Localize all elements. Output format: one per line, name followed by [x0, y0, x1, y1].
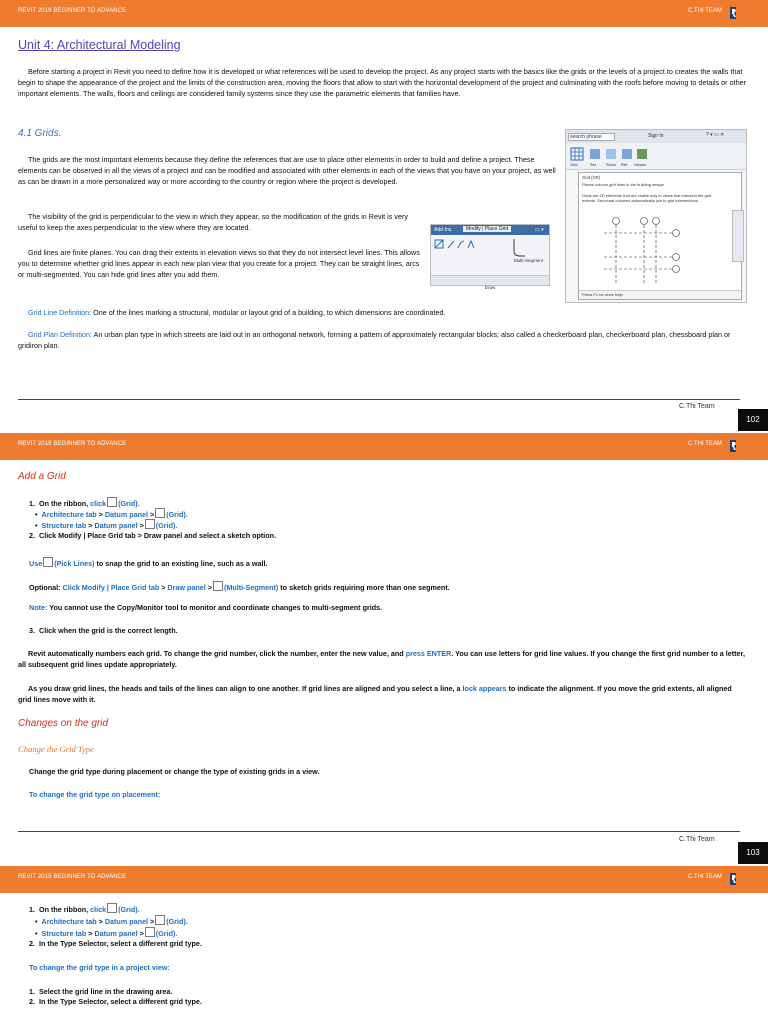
grid-diagram-icon	[604, 213, 694, 293]
draw-panel-link[interactable]: Draw panel	[167, 583, 206, 592]
step-text: In the Type Selector, select a different grid type.	[39, 939, 202, 948]
grid-icon	[145, 519, 155, 529]
logo-icon	[730, 873, 738, 885]
tooltip-card	[578, 172, 742, 300]
para-text: As you draw grid lines, the heads and tails of the lines can align to one another. If grid lines are aligned and you select a line, a	[28, 684, 463, 693]
multi-segment-label: Multi-Segment	[514, 258, 544, 263]
section-heading: 4.1 Grids.	[18, 128, 62, 139]
grid-link[interactable]: (Grid).	[166, 917, 188, 926]
datum-panel-link[interactable]: Datum panel	[94, 929, 138, 938]
ribbon-panel	[566, 143, 746, 170]
architecture-tab-link[interactable]: Architecture tab	[41, 510, 97, 519]
grid-icon	[107, 497, 117, 507]
para-text: . You can use letters for grid line values. If you change the first grid number to a letter, all subsequent grid lines update appropriately.	[18, 649, 745, 669]
visibility-paragraph: The visibility of the grid is perpendicular to the view in which they appear, so the modification of the grids in Revit is very useful to keep the axes perpendicular to the view where they are located.	[18, 212, 408, 232]
bullet-architecture: • Architecture tab > Datum panel > (Grid).	[35, 510, 188, 519]
header-team: C.THI TEAM	[688, 8, 722, 14]
grid-plan-definition	[18, 330, 746, 352]
tooltip-text-2: Grids are 2D elements that are visible only in views that intersect the grid extents. Structural columns automatically join to grid intersections.	[582, 193, 712, 203]
step-text: Click when the grid is the correct length.	[39, 626, 178, 635]
click-link[interactable]: click	[90, 499, 107, 508]
change-type-text: Change the grid type during placement or change the type of existing grids in a view.	[29, 767, 320, 776]
step-1: 1. On the ribbon, click (Grid).	[29, 905, 140, 914]
grid-tool-icons	[570, 147, 650, 161]
grid-link[interactable]: (Grid).	[118, 499, 140, 508]
align-paragraph	[18, 684, 746, 706]
grid-icon	[145, 927, 155, 937]
help-icon[interactable]: ? ▾ ▭ ✕	[706, 132, 725, 138]
tab-options-icon[interactable]: ▭ ▾	[535, 227, 544, 233]
step-text: In the Type Selector, select a different grid type.	[39, 997, 202, 1006]
logo-icon	[730, 7, 738, 19]
bullet-structure: • Structure tab > Datum panel > (Grid).	[35, 521, 178, 530]
grids-paragraph: The grids are the most important elements because they define the references that are use to place other elements in order to build and define a project. These elements can be observed in all the views of a project and can be modified and associated with other elements in each of the views that you have on your project, as well as can be drawn in a more personalized way or more according to the country or region where the project is developed.	[18, 155, 556, 186]
grid-link[interactable]: (Grid).	[118, 905, 140, 914]
page-header	[0, 866, 768, 893]
ribbon-tabs	[431, 225, 549, 235]
note	[29, 603, 382, 613]
step-2	[29, 531, 276, 541]
bullet-architecture: • Architecture tab > Datum panel > (Grid).	[35, 917, 188, 926]
datum-panel-link[interactable]: Datum panel	[104, 917, 148, 926]
grid-link[interactable]: (Grid).	[155, 521, 178, 530]
pick-lines-icon	[43, 557, 53, 567]
datum-panel-link[interactable]: Datum panel	[94, 521, 138, 530]
definition: An urban plan type in which streets are laid out in an orthogonal network, forming a pattern of approximately rectangular blocks; also called a checkerboard plan, checkerboard plan, chessboard plan or gridiron plan.	[18, 330, 731, 350]
structure-tab-link[interactable]: Structure tab	[41, 521, 87, 530]
optional-step: Optional: Click Modify | Place Grid tab > Draw panel > (Multi-Segment) to sketch grids requiring more than one segment.	[29, 583, 450, 592]
grid-link[interactable]: (Grid).	[155, 929, 178, 938]
press-enter-link[interactable]: press ENTER	[405, 649, 452, 658]
structure-tab-link[interactable]: Structure tab	[41, 929, 87, 938]
page-divider	[18, 831, 740, 832]
step-number: 3.	[29, 626, 35, 635]
auto-number-paragraph	[18, 649, 746, 671]
note-label: Note:	[29, 603, 48, 612]
grid-line-definition	[18, 308, 746, 319]
footer-team: C.Thi Team	[679, 403, 715, 410]
step-number: 1.	[29, 499, 35, 508]
modify-tab-link[interactable]: Click Modify | Place Grid tab	[62, 583, 160, 592]
grid-link[interactable]: (Grid).	[166, 510, 188, 519]
change-type-heading: Change the Grid Type	[18, 744, 94, 754]
page-header	[0, 433, 768, 460]
grid-icon	[107, 903, 117, 913]
view-step-1: 1. Select the grid line in the drawing area.	[29, 987, 173, 996]
page-header	[0, 0, 768, 27]
note-text: You cannot use the Copy/Monitor tool to monitor and coordinate changes to multi-segment grids.	[47, 603, 383, 612]
tab-ref[interactable]: Ref	[621, 162, 628, 167]
tab-add-ins[interactable]: Add-Ins	[434, 227, 452, 233]
project-view-subheading: To change the grid type in a project view:	[29, 963, 170, 972]
architecture-tab-link[interactable]: Architecture tab	[41, 917, 97, 926]
click-link[interactable]: click	[90, 905, 107, 914]
grid-icon	[155, 508, 165, 518]
search-input[interactable]: search phrase	[568, 133, 615, 141]
multi-segment-link[interactable]: (Multi-Segment)	[223, 583, 279, 592]
header-title: REVIT 2019 BEGINNER TO ADVANCE	[18, 874, 127, 880]
page-number: 103	[738, 842, 768, 864]
lock-appears-link[interactable]: lock appears	[462, 684, 507, 693]
pick-lines-tip	[29, 557, 267, 569]
tab-show[interactable]: Show	[606, 162, 617, 167]
intro-paragraph: Before starting a project in Revit you need to define how it is developed or what references will be used to develop the project. As any project starts with the basics like the grids or the levels of a project to creates the walls that begin to shape the appearance of the project and the limits of the construction area, moving the floors that allow to start with the horizontal development of the project and culminating with the roofs before moving to details or other important elements. The walls, floors and ceilings are considered family systems since they use the parametric elements that families have.	[18, 67, 746, 98]
add-grid-heading: Add a Grid	[18, 471, 66, 482]
help-hint: Press F1 for more help	[582, 292, 623, 297]
optional-text: to sketch grids requiring more than one segment.	[278, 583, 450, 592]
header-title: REVIT 2019 BEGINNER TO ADVANCE	[18, 441, 127, 447]
header-title: REVIT 2019 BEGINNER TO ADVANCE	[18, 8, 127, 14]
term: Grid Line Definition:	[28, 308, 92, 317]
header-team: C.THI TEAM	[688, 441, 722, 447]
multi-segment-icon	[213, 581, 223, 591]
tab-modify-place-grid[interactable]: Modify | Place Grid	[463, 226, 511, 232]
draw-panel-label: Draw	[484, 285, 496, 290]
view-step-2: 2. In the Type Selector, select a different grid type.	[29, 997, 202, 1006]
tooltip-text-1: Places column grid lines in the building design.	[582, 182, 665, 187]
page-number: 102	[738, 409, 768, 431]
changes-heading: Changes on the grid	[18, 718, 109, 729]
tab-viewer[interactable]: Viewer	[634, 162, 647, 167]
datum-panel-link[interactable]: Datum panel	[104, 510, 148, 519]
tab-set[interactable]: Set	[590, 162, 597, 167]
grid-icon	[155, 915, 165, 925]
para-text: Revit automatically numbers each grid. To change the grid number, click the number, enter the new value, and	[28, 649, 406, 658]
para-text: to indicate the alignment. If you move the grid extents, all aligned grid lines move with it.	[18, 684, 732, 704]
place-grid-ribbon-screenshot	[430, 224, 550, 290]
side-scrollbar[interactable]	[732, 210, 744, 262]
gridlines-paragraph: Grid lines are finite planes. You can drag their extents in elevation views so that they do not intersect level lines. This allows you to determine whether grid lines appear in each new plan view that you create for a project. They can be straight lines, arcs or multi-segmented. You can hide grid lines after you add them.	[18, 248, 420, 279]
term: Grid Plan Definition:	[28, 330, 92, 339]
logo-icon	[730, 440, 738, 452]
title-bar	[566, 130, 746, 143]
multi-segment-icon[interactable]	[511, 237, 527, 259]
header-team: C.THI TEAM	[688, 874, 722, 880]
tooltip-title: Grid (GR)	[582, 175, 601, 180]
page-title: Unit 4: Architectural Modeling	[18, 38, 181, 52]
definition: One of the lines marking a structural, modular or layout grid of a building, to which dimensions are coordinated.	[91, 308, 446, 317]
placement-subheading: To change the grid type on placement:	[29, 790, 161, 799]
use-label: Use	[29, 559, 43, 568]
step-3	[29, 626, 178, 636]
step-text: Select the grid line in the drawing area.	[39, 987, 173, 996]
bullet-structure: • Structure tab > Datum panel > (Grid).	[35, 929, 178, 938]
page-divider	[18, 399, 740, 400]
step-text: On the ribbon,	[39, 905, 91, 914]
tip-text: to snap the grid to an existing line, such as a wall.	[94, 559, 268, 568]
ribbon-tooltip-screenshot	[565, 129, 747, 303]
step-text: Click Modify | Place Grid tab > Draw panel and select a sketch option.	[39, 531, 277, 540]
step-number: 2.	[29, 531, 35, 540]
step-2: 2. In the Type Selector, select a different grid type.	[29, 939, 202, 948]
draw-tools-icons[interactable]	[434, 238, 494, 258]
optional-label: Optional:	[29, 583, 63, 592]
footer-team: C.Thi Team	[679, 836, 715, 843]
sign-in-link[interactable]: Sign In	[648, 133, 664, 139]
pick-lines-link[interactable]: (Pick Lines)	[54, 559, 95, 568]
tab-grid[interactable]: Grid	[570, 162, 578, 167]
step-text: On the ribbon,	[39, 499, 91, 508]
